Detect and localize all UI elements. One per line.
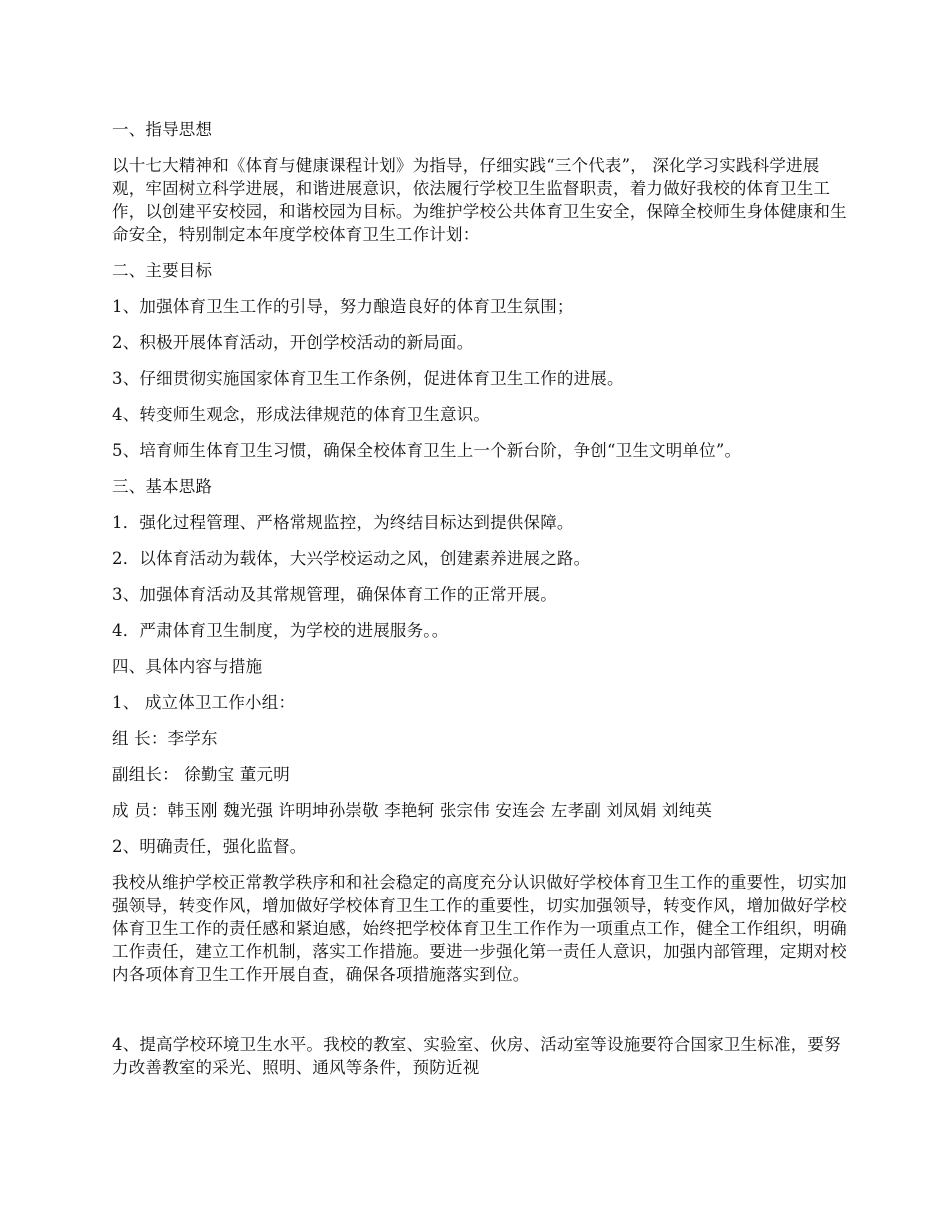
blank-space (112, 999, 848, 1033)
section-heading-content-measures: 四、具体内容与措施 (112, 657, 263, 676)
measure-item-2: 2、明确责任，强化监督。 (112, 837, 307, 856)
measure-item-1: 1、 成立体卫工作小组： (112, 693, 296, 712)
approach-item-3: 3、加强体育活动及其常规管理，确保体育工作的正常开展。 (112, 585, 557, 604)
goal-item-3: 3、仔细贯彻实施国家体育卫生工作条例，促进体育卫生工作的进展。 (112, 369, 624, 388)
document-body (112, 118, 848, 1092)
goal-item-4: 4、转变师生观念，形成法律规范的体育卫生意识。 (112, 405, 491, 424)
responsibility-paragraph: 我校从维护学校正常教学秩序和和社会稳定的高度充分认识做好学校体育卫生工作的重要性，切实加强领导，转变作风，增加做好学校体育卫生工作的重要性，切实加强领导，转变作风，增加做好学校体育卫生工作的责任感和紧迫感，始终把学校体育卫生工作作为一项重点工作，健全工作组织，明确工作责任，建立工作机制，落实工作措施。要进一步强化第一责任人意识，加强内部管理，定期对校内各项体育卫生工作开展自查，确保各项措施落实到位。 (112, 873, 847, 984)
goal-item-5: 5、培育师生体育卫生习惯，确保全校体育卫生上一个新台阶，争创“卫生文明单位”。 (112, 441, 742, 460)
approach-item-1: 1．强化过程管理、严格常规监控，为终结目标达到提供保障。 (112, 513, 574, 532)
section-heading-guiding-ideology: 一、指导思想 (112, 120, 213, 139)
section-heading-basic-approach: 三、基本思路 (112, 477, 213, 496)
goal-item-2: 2、积极开展体育活动，开创学校活动的新局面。 (112, 333, 474, 352)
deputy-leader-line: 副组长： 徐勤宝 董元明 (112, 765, 290, 784)
approach-item-2: 2．以体育活动为载体，大兴学校运动之风，创建素养进展之路。 (112, 549, 591, 568)
measure-item-4: 4、提高学校环境卫生水平。我校的教室、实验室、伙房、活动室等设施要符合国家卫生标准，要努力改善教室的采光、照明、通风等条件，预防近视 (112, 1035, 841, 1077)
section-heading-main-goals: 二、主要目标 (112, 261, 213, 280)
guiding-ideology-paragraph: 以十七大精神和《体育与健康课程计划》为指导，仔细实践“三个代表”， 深化学习实践科学进展观，牢固树立科学进展，和谐进展意识，依法履行学校卫生监督职责，着力做好我校的体育卫生工作，以创建平安校园，和谐校园为目标。为维护学校公共体育卫生安全，保障全校师生身体健康和生命安全，特别制定本年度学校体育卫生工作计划： (112, 156, 847, 244)
goal-item-1: 1、加强体育卫生工作的引导，努力酿造良好的体育卫生氛围； (112, 297, 574, 316)
approach-item-4: 4．严肃体育卫生制度，为学校的进展服务。。 (112, 621, 449, 640)
members-line: 成 员：韩玉刚 魏光强 许明坤孙崇敬 李艳轲 张宗伟 安连会 左孝副 刘凤娟 刘纯英 (112, 801, 713, 820)
group-leader-line: 组 长：李学东 (112, 729, 218, 748)
